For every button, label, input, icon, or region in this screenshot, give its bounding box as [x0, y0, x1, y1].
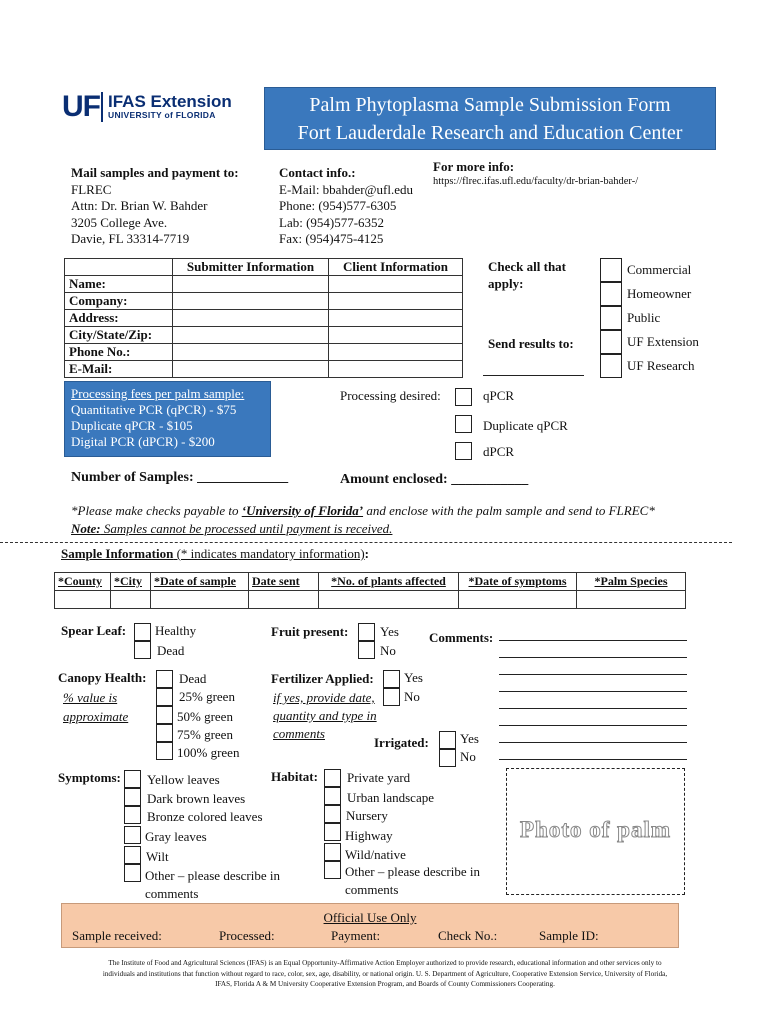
submitter-phone-field[interactable] — [173, 344, 329, 361]
habitat-nursery-checkbox[interactable] — [324, 805, 341, 823]
amount-enclosed[interactable]: Amount enclosed: ___________ — [340, 472, 529, 487]
client-header: Client Information — [329, 259, 463, 276]
official-title: Official Use Only — [323, 910, 417, 925]
payment-note — [71, 521, 392, 537]
uf-extension-checkbox[interactable] — [600, 330, 622, 354]
canopy-75-checkbox[interactable] — [156, 724, 173, 742]
official-processed: Processed: — [219, 928, 275, 943]
fees-heading: Processing fees per palm sample: — [71, 386, 245, 401]
symptom-brown-checkbox[interactable] — [124, 788, 141, 806]
col-plants-affected: *No. of plants affected — [319, 573, 459, 591]
spear-healthy-label: Healthy — [155, 623, 197, 638]
symptom-other-line: Other – please describe in — [145, 868, 281, 883]
send-results-label: Send results to: — [488, 336, 574, 351]
check-all-label — [488, 258, 566, 292]
footer-line: The Institute of Food and Agricultural Sciences (IFAS) is an Equal Opportunity-Affirmative Action Employer authorized to provide research, educational information and other services only to — [108, 959, 662, 967]
fertilizer-yes-label: Yes — [404, 670, 423, 685]
col-palm-species: *Palm Species — [577, 573, 686, 591]
fee-item: Quantitative PCR (qPCR) - $75 — [71, 402, 237, 417]
row-label-email: E-Mail: — [65, 361, 173, 378]
form-title: Palm Phytoplasma Sample Submission Form — [309, 94, 671, 116]
check-all-line: apply: — [488, 276, 524, 291]
checks-note-suffix: and enclose with the palm sample and send to FLREC* — [363, 503, 655, 518]
symptom-gray-checkbox[interactable] — [124, 826, 141, 844]
canopy-25-label: 25% green — [179, 689, 235, 704]
fee-item: Digital PCR (dPCR) - $200 — [71, 434, 215, 449]
contact-block — [279, 165, 413, 248]
plants-affected-field[interactable] — [319, 591, 459, 609]
symptoms-label: Symptoms: — [58, 770, 121, 785]
spear-leaf-label: Spear Leaf: — [61, 623, 127, 638]
irrigated-label: Irrigated: — [374, 735, 429, 750]
fee-item: Duplicate qPCR - $105 — [71, 418, 193, 433]
number-of-samples[interactable]: Number of Samples: _____________ — [71, 470, 289, 485]
comment-line[interactable] — [499, 759, 687, 760]
processing-label: Processing desired: — [340, 388, 441, 403]
commercial-checkbox[interactable] — [600, 258, 622, 282]
habitat-nursery-label: Nursery — [346, 808, 388, 823]
fertilizer-note-line: if yes, provide date, — [273, 690, 375, 705]
public-label: Public — [627, 310, 661, 325]
official-sample-received: Sample received: — [72, 928, 162, 943]
header-banner — [264, 87, 716, 150]
submitter-header: Submitter Information — [173, 259, 329, 276]
uf-research-checkbox[interactable] — [600, 354, 622, 378]
uf-extension-label: UF Extension — [627, 334, 699, 349]
canopy-100-label: 100% green — [177, 745, 240, 760]
habitat-other-line: Other – please describe in — [345, 864, 481, 879]
photo-placeholder[interactable] — [506, 768, 685, 895]
qpcr-checkbox[interactable] — [455, 388, 472, 406]
checks-note-payee: ‘University of Florida’ — [241, 503, 364, 518]
fruit-yes-label: Yes — [380, 624, 399, 639]
symptom-gray-label: Gray leaves — [145, 829, 207, 844]
canopy-100-checkbox[interactable] — [156, 742, 173, 760]
canopy-25-checkbox[interactable] — [156, 688, 173, 706]
comment-line[interactable] — [499, 742, 687, 743]
contact-fax: Fax: (954)475-4125 — [279, 231, 384, 246]
symptom-brown-label: Dark brown leaves — [147, 791, 246, 806]
fruit-yes-checkbox[interactable] — [358, 623, 375, 641]
habitat-wild-label: Wild/native — [345, 847, 406, 862]
habitat-private-checkbox[interactable] — [324, 769, 341, 787]
spear-dead-label: Dead — [157, 643, 185, 658]
habitat-highway-label: Highway — [345, 828, 393, 843]
symptom-yellow-label: Yellow leaves — [147, 772, 220, 787]
spear-healthy-checkbox[interactable] — [134, 623, 151, 641]
contact-phone: Phone: (954)577-6305 — [279, 198, 397, 213]
canopy-dead-label: Dead — [179, 671, 207, 686]
client-city-field[interactable] — [329, 327, 463, 344]
city-field[interactable] — [111, 591, 151, 609]
palm-species-field[interactable] — [577, 591, 686, 609]
canopy-75-label: 75% green — [177, 727, 233, 742]
sample-table — [54, 572, 686, 609]
submitter-table — [64, 258, 463, 378]
col-county: *County — [55, 573, 111, 591]
checks-note-prefix: *Please make checks payable to — [71, 503, 242, 518]
client-address-field[interactable] — [329, 310, 463, 327]
sample-info-heading — [61, 546, 369, 562]
submitter-name-field[interactable] — [173, 276, 329, 293]
irrigated-yes-label: Yes — [460, 731, 479, 746]
official-payment: Payment: — [331, 928, 381, 943]
habitat-wild-checkbox[interactable] — [324, 843, 341, 861]
date-symptoms-field[interactable] — [459, 591, 577, 609]
photo-label: Photo of palm — [520, 817, 671, 842]
contact-heading: Contact info.: — [279, 165, 356, 180]
canopy-dead-checkbox[interactable] — [156, 670, 173, 688]
habitat-other-label — [345, 863, 480, 899]
client-name-field[interactable] — [329, 276, 463, 293]
row-label-city: City/State/Zip: — [65, 327, 173, 344]
duplicate-qpcr-checkbox[interactable] — [455, 415, 472, 433]
sample-info-colon: : — [364, 546, 369, 561]
mail-line: FLREC — [71, 181, 112, 197]
cut-line — [0, 542, 732, 543]
payment-note-text: Samples cannot be processed until payment is received. — [100, 521, 393, 536]
client-phone-field[interactable] — [329, 344, 463, 361]
canopy-50-label: 50% green — [177, 709, 233, 724]
commercial-label: Commercial — [627, 262, 692, 277]
official-use-box — [61, 903, 679, 948]
fees-box — [64, 381, 271, 457]
canopy-note-line: % value is — [63, 690, 118, 705]
official-sample-id: Sample ID: — [539, 928, 599, 943]
uf-logo: UF — [62, 90, 100, 123]
date-sent-field[interactable] — [249, 591, 319, 609]
comment-line[interactable] — [499, 674, 687, 675]
contact-email: E-Mail: bbahder@ufl.edu — [279, 181, 413, 197]
footer-line: IFAS, Florida A & M University Cooperative Extension Program, and Boards of County Commissioners Cooperating. — [215, 980, 555, 988]
mail-line: 3205 College Ave. — [71, 214, 168, 230]
university-logo-text: UNIVERSITY of FLORIDA — [108, 110, 216, 120]
fertilizer-note — [273, 689, 377, 743]
symptom-bronze-label: Bronze colored leaves — [147, 809, 263, 824]
fruit-no-label: No — [380, 643, 396, 658]
habitat-urban-label: Urban landscape — [347, 790, 434, 805]
canopy-health-label: Canopy Health: — [58, 670, 147, 685]
symptom-wilt-label: Wilt — [146, 849, 169, 864]
submitter-email-field[interactable] — [173, 361, 329, 378]
submitter-address-field[interactable] — [173, 310, 329, 327]
date-sample-field[interactable] — [151, 591, 249, 609]
fruit-no-checkbox[interactable] — [358, 641, 375, 659]
habitat-urban-checkbox[interactable] — [324, 787, 341, 805]
mail-line: Davie, FL 33314-7719 — [71, 231, 190, 246]
ifas-extension-logo-text: IFAS Extension — [108, 92, 232, 111]
more-info-url[interactable]: https://flrec.ifas.ufl.edu/faculty/dr-brian-bahder-/ — [433, 176, 639, 187]
comment-line[interactable] — [499, 725, 687, 726]
fertilizer-no-label: No — [404, 689, 420, 704]
fertilizer-yes-checkbox[interactable] — [383, 670, 400, 688]
fertilizer-label: Fertilizer Applied: — [271, 671, 374, 686]
contact-lab: Lab: (954)577-6352 — [279, 214, 385, 230]
submitter-company-field[interactable] — [173, 293, 329, 310]
col-date-sent: Date sent — [249, 573, 319, 591]
footer-disclaimer — [70, 958, 700, 990]
comment-line[interactable] — [499, 657, 687, 658]
fertilizer-no-checkbox[interactable] — [383, 688, 400, 706]
mail-block — [71, 165, 239, 248]
spear-dead-checkbox[interactable] — [134, 641, 151, 659]
fertilizer-note-line: comments — [273, 726, 325, 741]
center-name: Fort Lauderdale Research and Education Center — [297, 122, 683, 144]
canopy-note-line: approximate — [63, 709, 129, 724]
county-field[interactable] — [55, 591, 111, 609]
row-label-address: Address: — [65, 310, 173, 327]
habitat-label: Habitat: — [271, 769, 318, 784]
comments-label: Comments: — [429, 630, 494, 645]
symptom-yellow-checkbox[interactable] — [124, 770, 141, 788]
client-company-field[interactable] — [329, 293, 463, 310]
homeowner-label: Homeowner — [627, 286, 692, 301]
sample-info-title: Sample Information — [61, 546, 174, 561]
client-email-field[interactable] — [329, 361, 463, 378]
habitat-other-line: comments — [345, 882, 399, 897]
more-info-heading: For more info: — [433, 159, 515, 174]
col-date-symptoms: *Date of symptoms — [459, 573, 577, 591]
row-label-phone: Phone No.: — [65, 344, 173, 361]
symptom-other-line: comments — [145, 886, 199, 901]
habitat-other-checkbox[interactable] — [324, 861, 341, 879]
mail-heading: Mail samples and payment to: — [71, 165, 239, 180]
irrigated-yes-checkbox[interactable] — [439, 731, 456, 749]
col-city: *City — [111, 573, 151, 591]
habitat-highway-checkbox[interactable] — [324, 823, 341, 841]
homeowner-checkbox[interactable] — [600, 282, 622, 306]
check-all-line: Check all that — [488, 259, 566, 274]
checks-note — [71, 503, 655, 519]
irrigated-no-label: No — [460, 749, 476, 764]
canopy-50-checkbox[interactable] — [156, 706, 173, 724]
fruit-present-label: Fruit present: — [271, 624, 349, 639]
uf-research-label: UF Research — [627, 358, 695, 373]
public-checkbox[interactable] — [600, 306, 622, 330]
col-date-sample: *Date of sample — [151, 573, 249, 591]
qpcr-label: qPCR — [483, 388, 515, 403]
mail-line: Attn: Dr. Brian W. Bahder — [71, 198, 208, 213]
duplicate-qpcr-label: Duplicate qPCR — [483, 418, 568, 433]
footer-line: individuals and institutions that function without regard to race, color, sex, age, disability, or national origin. U. S. Department of Agriculture, Cooperative Extension Service, University of Florida, — [102, 969, 668, 978]
row-label-name: Name: — [65, 276, 173, 293]
payment-note-label: Note: — [71, 521, 101, 536]
symptom-bronze-checkbox[interactable] — [124, 806, 141, 824]
symptom-other-label — [145, 867, 280, 903]
dpcr-label: dPCR — [483, 444, 515, 459]
comment-line[interactable] — [499, 691, 687, 692]
official-check-no: Check No.: — [438, 928, 498, 943]
symptom-wilt-checkbox[interactable] — [124, 846, 141, 864]
logo-divider — [101, 92, 103, 122]
sample-info-note: (* indicates mandatory information) — [173, 546, 365, 561]
dpcr-checkbox[interactable] — [455, 442, 472, 460]
irrigated-no-checkbox[interactable] — [439, 749, 456, 767]
submitter-city-field[interactable] — [173, 327, 329, 344]
comment-line[interactable] — [499, 708, 687, 709]
row-label-company: Company: — [65, 293, 173, 310]
table-corner — [65, 259, 173, 276]
send-results-line[interactable] — [483, 375, 584, 376]
habitat-private-label: Private yard — [347, 770, 411, 785]
fertilizer-note-line: quantity and type in — [273, 708, 377, 723]
comment-line[interactable] — [499, 640, 687, 641]
symptom-other-checkbox[interactable] — [124, 864, 141, 882]
